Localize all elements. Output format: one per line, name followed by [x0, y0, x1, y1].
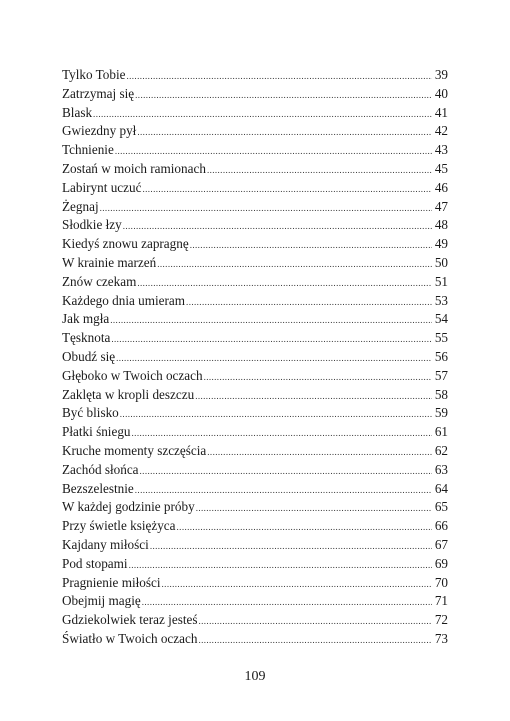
toc-entry-title: Każdego dnia umieram — [62, 292, 186, 308]
toc-entry-page: 66 — [434, 518, 448, 534]
dot-leader — [116, 349, 432, 368]
dot-leader — [142, 180, 432, 199]
toc-entry — [62, 160, 448, 179]
toc-entry-title: Zostań w moich ramionach — [62, 160, 206, 176]
toc-entry — [62, 442, 448, 461]
toc-entry — [62, 461, 448, 480]
toc-entry-page: 47 — [434, 198, 448, 214]
toc-entry-title: Tchnienie — [62, 142, 114, 158]
toc-entry-title: Przy świetle księżyca — [62, 518, 176, 534]
toc-entry-title: W krainie marzeń — [62, 254, 157, 270]
toc-entry-title: Tylko Tobie — [62, 67, 126, 82]
toc-entry — [62, 122, 448, 141]
dot-leader — [111, 330, 432, 349]
toc-entry — [62, 536, 448, 555]
toc-entry-page: 55 — [434, 330, 448, 346]
dot-leader — [198, 612, 432, 631]
table-of-contents — [62, 66, 448, 649]
toc-entry-page: 42 — [434, 123, 448, 139]
dot-leader — [140, 462, 432, 481]
toc-entry-page: 50 — [434, 254, 448, 270]
dot-leader — [157, 255, 432, 274]
toc-entry-page: 67 — [434, 536, 448, 552]
toc-entry-page: 63 — [434, 461, 448, 477]
toc-entry-page: 61 — [434, 424, 448, 440]
dot-leader — [204, 368, 432, 387]
toc-entry-title: Żegnaj — [62, 198, 99, 214]
toc-entry-title: Zaklęta w kropli deszczu — [62, 386, 195, 402]
toc-entry — [62, 235, 448, 254]
toc-entry-title: Zatrzymaj się — [62, 85, 135, 101]
toc-entry — [62, 555, 448, 574]
dot-leader — [135, 481, 432, 500]
toc-entry-page: 71 — [434, 593, 448, 609]
toc-entry-title: Kruche momenty szczęścia — [62, 442, 207, 458]
toc-entry-page: 41 — [434, 104, 448, 120]
dot-leader — [132, 424, 432, 443]
toc-entry — [62, 66, 448, 85]
toc-entry — [62, 423, 448, 442]
toc-entry — [62, 85, 448, 104]
toc-entry-page: 73 — [434, 630, 448, 646]
toc-entry-page: 62 — [434, 442, 448, 458]
toc-entry-page: 49 — [434, 236, 448, 252]
toc-entry-page: 39 — [434, 67, 448, 82]
dot-leader — [177, 518, 432, 537]
toc-entry — [62, 273, 448, 292]
toc-entry — [62, 104, 448, 123]
toc-entry-title: Obudź się — [62, 348, 116, 364]
dot-leader — [100, 199, 432, 218]
page-number: 109 — [244, 669, 266, 684]
toc-entry — [62, 141, 448, 160]
toc-entry-title: Płatki śniegu — [62, 424, 131, 440]
toc-entry-page: 64 — [434, 480, 448, 496]
dot-leader — [120, 405, 432, 424]
toc-entry-title: Gwiezdny pył — [62, 123, 137, 139]
toc-entry-page: 72 — [434, 612, 448, 628]
toc-entry-page: 70 — [434, 574, 448, 590]
dot-leader — [137, 274, 432, 293]
toc-entry — [62, 498, 448, 517]
toc-entry — [62, 574, 448, 593]
dot-leader — [93, 105, 432, 124]
dot-leader — [162, 575, 432, 594]
toc-entry-page: 65 — [434, 499, 448, 515]
toc-entry-title: Labirynt uczuć — [62, 179, 142, 195]
toc-entry — [62, 292, 448, 311]
toc-entry-page: 59 — [434, 405, 448, 421]
toc-entry-title: Znów czekam — [62, 273, 137, 289]
toc-entry-title: Pod stopami — [62, 555, 128, 571]
dot-leader — [135, 86, 432, 105]
toc-entry-title: Być blisko — [62, 405, 119, 421]
toc-entry-title: Blask — [62, 104, 93, 120]
dot-leader — [195, 387, 432, 406]
toc-entry-page: 56 — [434, 348, 448, 364]
dot-leader — [123, 217, 432, 236]
dot-leader — [207, 443, 432, 462]
toc-entry-title: Kajdany miłości — [62, 536, 149, 552]
toc-entry-page: 48 — [434, 217, 448, 233]
toc-entry-page: 69 — [434, 555, 448, 571]
toc-entry — [62, 386, 448, 405]
toc-entry — [62, 480, 448, 499]
toc-entry-title: Bezszelestnie — [62, 480, 134, 496]
toc-entry-page: 40 — [434, 85, 448, 101]
toc-entry — [62, 404, 448, 423]
toc-entry-title: Gdziekolwiek teraz jesteś — [62, 612, 198, 628]
toc-entry-page: 46 — [434, 179, 448, 195]
toc-entry-title: Głęboko w Twoich oczach — [62, 367, 203, 383]
dot-leader — [196, 499, 432, 518]
toc-entry-title: Słodkie łzy — [62, 217, 122, 233]
toc-entry-page: 51 — [434, 273, 448, 289]
toc-entry — [62, 329, 448, 348]
toc-entry-title: Zachód słońca — [62, 461, 139, 477]
toc-entry-page: 58 — [434, 386, 448, 402]
toc-entry — [62, 611, 448, 630]
toc-entry-page: 54 — [434, 311, 448, 327]
toc-entry-title: Światło w Twoich oczach — [62, 630, 198, 646]
toc-entry-page: 57 — [434, 367, 448, 383]
dot-leader — [129, 556, 432, 575]
dot-leader — [186, 293, 432, 312]
toc-entry-page: 43 — [434, 142, 448, 158]
toc-entry-page: 53 — [434, 292, 448, 308]
toc-entry — [62, 348, 448, 367]
dot-leader — [137, 123, 432, 142]
dot-leader — [198, 631, 432, 650]
toc-entry-title: Tęsknota — [62, 330, 111, 346]
toc-entry-title: Obejmij magię — [62, 593, 141, 609]
dot-leader — [126, 67, 432, 86]
toc-entry-title: Jak mgła — [62, 311, 110, 327]
toc-entry-title: Kiedyś znowu zapragnę — [62, 236, 189, 252]
toc-entry — [62, 517, 448, 536]
toc-entry — [62, 254, 448, 273]
dot-leader — [207, 161, 432, 180]
dot-leader — [190, 236, 432, 255]
toc-entry-title: W każdej godzinie próby — [62, 499, 195, 515]
toc-entry-title: Pragnienie miłości — [62, 574, 161, 590]
toc-entry — [62, 592, 448, 611]
toc-entry — [62, 216, 448, 235]
dot-leader — [110, 311, 432, 330]
toc-entry — [62, 179, 448, 198]
toc-entry-page: 45 — [434, 160, 448, 176]
toc-entry — [62, 198, 448, 217]
dot-leader — [150, 537, 432, 556]
toc-entry — [62, 367, 448, 386]
toc-entry — [62, 630, 448, 649]
dot-leader — [115, 142, 432, 161]
toc-entry — [62, 310, 448, 329]
dot-leader — [142, 593, 432, 612]
